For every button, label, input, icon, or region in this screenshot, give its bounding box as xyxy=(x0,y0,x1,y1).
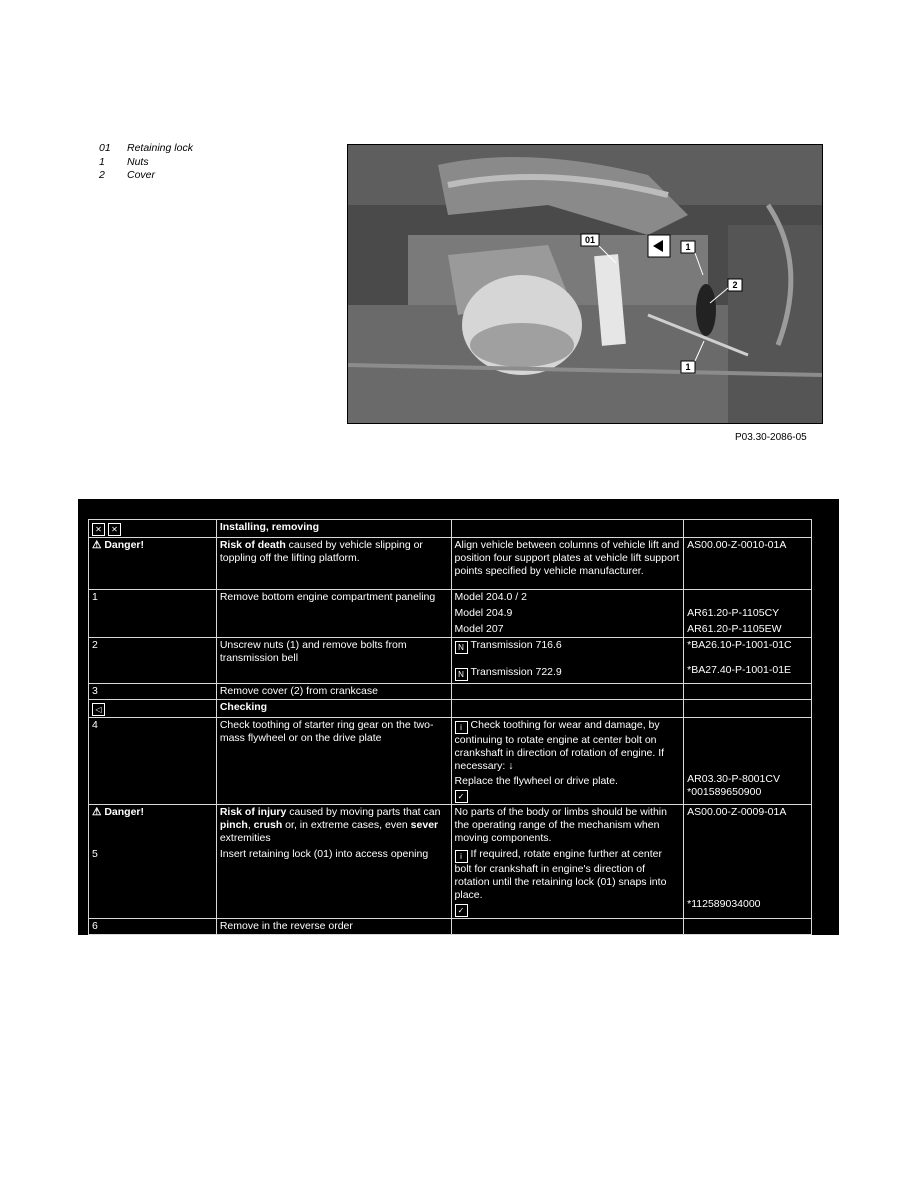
figure-caption: P03.30-2086-05 xyxy=(735,432,807,443)
callout-2: 2 xyxy=(732,280,738,290)
doc-reference: AR61.20-P-1105EW xyxy=(687,623,782,635)
doc-reference: *BA26.10-P-1001-01C xyxy=(687,639,792,651)
warning-icon: ⚠ xyxy=(92,539,102,551)
legend xyxy=(99,142,193,183)
step-text: Check toothing of starter ring gear on the two-mass flywheel or on the drive plate xyxy=(216,718,451,805)
step-number: 5 xyxy=(92,848,98,860)
engine-illustration xyxy=(348,145,822,423)
doc-reference: AR61.20-P-1105CY xyxy=(687,607,780,619)
checking-icon: ◁ xyxy=(92,703,105,716)
doc-reference: *001589650900 xyxy=(687,786,762,798)
step-number: 4 xyxy=(89,718,217,805)
risk-title: Risk of injury xyxy=(219,806,287,818)
callout-1-top: 1 xyxy=(685,242,691,252)
special-tool-icon: ✓ xyxy=(455,904,468,917)
table-row xyxy=(89,684,812,700)
legend-item: 01 Retaining lock xyxy=(99,142,193,154)
procedure-table-panel xyxy=(78,499,839,935)
risk-title: Risk of death xyxy=(219,539,286,551)
info-icon: i xyxy=(455,721,468,734)
safety-action: No parts of the body or limbs should be within the operating range of the mechanism when moving components. xyxy=(454,806,667,844)
safety-action: Align vehicle between columns of vehicle lift and position four support plates at vehicle lift support points specified by vehicle manufacturer. xyxy=(451,538,684,590)
step-text: Remove bottom engine compartment paneling xyxy=(216,590,451,638)
step-number: 1 xyxy=(89,590,217,638)
doc-reference: AS00.00-Z-0009-01A xyxy=(687,806,787,818)
legend-item: 2 Cover xyxy=(99,169,156,181)
step-number: 2 xyxy=(89,638,217,684)
table-row: ⚠ Danger! Risk of death caused by vehicle slipping or toppling off the lifting platform. Align vehicle between columns of vehicle lift and position four support plates at vehicle lift support points specified by vehicle manufacturer. AS00.00-Z-0010-01A xyxy=(89,538,812,590)
section-title: Checking xyxy=(219,701,268,713)
callout-1-bottom: 1 xyxy=(685,362,691,372)
doc-reference: AS00.00-Z-0010-01A xyxy=(684,538,812,590)
callout-01: 01 xyxy=(584,235,596,245)
torque-icon: N xyxy=(455,641,468,654)
step-text: Remove in the reverse order xyxy=(216,919,451,935)
step-text: Insert retaining lock (01) into access opening xyxy=(219,848,429,860)
warning-icon: ⚠ xyxy=(92,806,102,818)
step-text: Unscrew nuts (1) and remove bolts from transmission bell xyxy=(216,638,451,684)
step-number: 3 xyxy=(89,684,217,700)
danger-label: Danger! xyxy=(104,806,145,818)
doc-reference: AR03.30-P-8001CV xyxy=(687,773,780,785)
step-text: Remove cover (2) from crankcase xyxy=(216,684,451,700)
remove-icon: ✕ xyxy=(108,523,121,536)
step-number: 6 xyxy=(89,919,217,935)
torque-icon: N xyxy=(455,668,468,681)
table-row xyxy=(89,700,812,718)
special-tool-icon: ✓ xyxy=(455,790,468,803)
section-title: Installing, removing xyxy=(219,521,320,533)
legend-item: 1 Nuts xyxy=(99,155,149,168)
table-row: 4 Check toothing of starter ring gear on the two-mass flywheel or on the drive plate i Check toothing for wear and damage, by continuing to rotate engine at center bolt on crankshaft in direction of rotation of engine. If necessary: ↓ Replace the flywheel or drive plate. ✓ AR03.30-P-8001CV *001589650900 xyxy=(89,718,812,805)
procedure-table xyxy=(88,519,812,935)
table-row: 1 Remove bottom engine compartment paneling Model 204.0 / 2 Model 204.9 Model 207 AR61.20-P-1105CY AR61.20-P-1105EW xyxy=(89,590,812,638)
doc-reference: *BA27.40-P-1001-01E xyxy=(687,664,792,676)
engine-photo xyxy=(347,144,823,424)
danger-label: Danger! xyxy=(104,539,145,551)
table-row xyxy=(89,520,812,538)
table-row: 2 Unscrew nuts (1) and remove bolts from transmission bell N Transmission 716.6 N Transmission 722.9 *BA26.10-P-1001-01C *BA27.40-P-1001-01E xyxy=(89,638,812,684)
info-icon: i xyxy=(455,850,468,863)
install-icon: ✕ xyxy=(92,523,105,536)
table-row: ⚠ Danger! 5 Risk of injury caused by moving parts that can pinch, crush or, in extreme cases, even sever extremities Insert retaining lock (01) into access opening No parts of the body or limbs should be within the operating range of the mechanism when moving components. i If required, rotate engine further at center bolt for crankshaft in engine's direction of rotation until the retaining lock (01) snaps into place. ✓ AS00.00-Z-0009-01A *112589034000 xyxy=(89,805,812,919)
doc-reference: *112589034000 xyxy=(687,898,761,910)
table-row xyxy=(89,919,812,935)
